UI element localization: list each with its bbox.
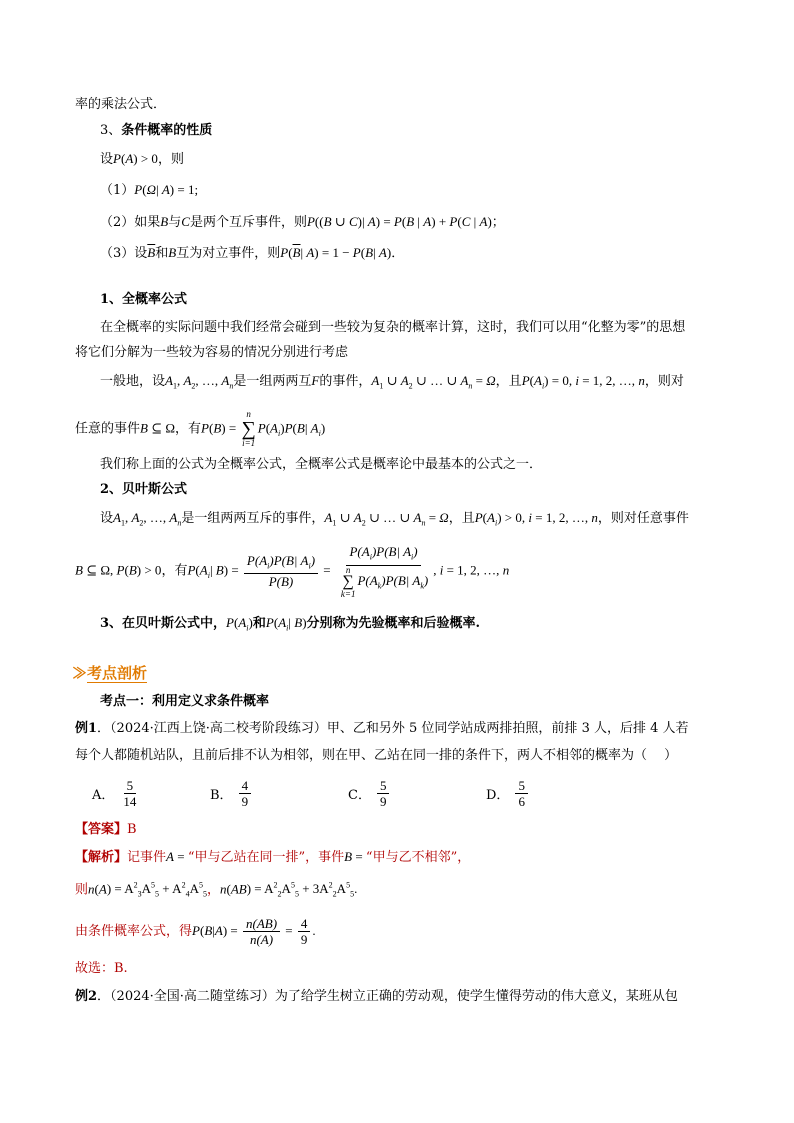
item-number: （3） — [100, 246, 135, 261]
option-c — [348, 778, 391, 809]
formula: P — [113, 151, 121, 166]
fraction: $P(A_i)P(B|$ $A_i$) n ∑ k=1 $P(A_k)P(B|$ $A_k$) — [340, 544, 429, 599]
example-question — [75, 719, 689, 739]
text-line: 将它们分解为一些较为容易的情况分别进行考虑 — [75, 345, 349, 360]
text-fragment: ， — [206, 882, 220, 898]
formula: P — [134, 182, 143, 197]
text-fragment: ．（2024·江西上饶·高二校考阶段练习）甲、乙和另外 5 位同学站成两排拍照，前排 3 人，后排 4 人若 — [97, 721, 689, 736]
text-fragment: 的事件， — [319, 374, 372, 389]
example-question — [75, 987, 678, 1007]
answer-line — [75, 820, 137, 840]
option-letter: B． — [210, 788, 233, 803]
fraction: $\frac{n(AB)}{n(A)}$ — [243, 916, 280, 947]
option-b — [210, 778, 253, 809]
option-letter: A． — [92, 788, 115, 803]
text-line: 率的乘法公式． — [75, 97, 167, 112]
text-fragment: ，则 — [157, 152, 184, 167]
text-fragment: 是两个互斥事件，则 — [189, 215, 307, 230]
text-fragment: 和 — [155, 246, 169, 261]
fraction: $\frac{5}{14}$ — [123, 778, 137, 809]
text-fragment: ，且 — [448, 511, 475, 526]
text-line: 设P(A) > 0，则 — [100, 151, 184, 167]
text-fragment: ，且 — [495, 374, 522, 389]
option-letter: C． — [348, 788, 371, 803]
fraction: $\frac{P(A_i)P(B| A_i)}{P(B)}$ — [244, 553, 318, 590]
formula-line: 任意的事件B ⊆ Ω，有P(B) = n ∑ i=1 $P(A_i)P(B|$ $A_i$) — [75, 409, 326, 448]
analysis-line: 【解析】记事件A = “甲与乙站在同一排”，事件B = “甲与乙不相邻”， — [75, 849, 471, 865]
text-fragment: 记事件 — [127, 850, 167, 865]
text-line: 3、在贝叶斯公式中，$P(A_i)$和$P(A_i|$ B)分别称为先验概率和后验概率. — [100, 615, 481, 633]
item-number: （1） — [100, 183, 135, 198]
property-item: （1）P(Ω| A) = 1; — [100, 182, 199, 198]
heading-title: 条件概率的性质 — [121, 123, 213, 138]
text-fragment: 与 — [168, 215, 182, 230]
text-fragment: 任意的事件 — [75, 421, 141, 437]
formula: P — [280, 245, 289, 260]
text-fragment: “甲与乙不相邻”， — [365, 850, 471, 865]
analysis-line: 由条件概率公式，得P(B|A) = $\frac{n(AB)}{n(A)}$ = $\frac{4}{9}$ . — [75, 916, 316, 947]
section-title: 考点剖析 — [87, 664, 148, 682]
option-a — [92, 778, 141, 809]
text-fragment: 设 — [134, 246, 148, 261]
fraction: $\frac{5}{9}$ — [377, 778, 390, 809]
fraction: $\frac{4}{9}$ — [298, 916, 311, 947]
text-fragment: 互为对立事件，则 — [176, 246, 281, 261]
example-label: 例2 — [75, 989, 98, 1004]
text-fragment: 一般地，设 — [100, 374, 166, 389]
text-fragment: 3、在贝叶斯公式中， — [100, 616, 227, 631]
property-item: （3）设$\overline{B}$和B互为对立事件，则$P(\overline{B}|$ A) = 1 − P(B| A)． — [100, 245, 405, 261]
text-line: 我们称上面的公式为全概率公式，全概率公式是概率论中最基本的公式之一． — [100, 457, 543, 472]
formula-line: B ⊆ Ω, P(B) > 0，有$P(A_i|$ B) = $\frac{P(A_i)P(B| A_i)}{P(B)}$ = $P(A_i)P(B|$ $A_i$) n ∑ k=1 $P(A_k)P(B|$ $A_k$) , i = 1, 2, …, n — [75, 544, 510, 599]
text-fragment: 则 — [75, 882, 89, 898]
fraction: $\frac{4}{9}$ — [239, 778, 252, 809]
section-title-total-probability: 1、全概率公式 — [100, 292, 188, 307]
text-fragment: 分别称为先验概率和后验概率. — [306, 616, 481, 631]
answer-value: B — [127, 822, 137, 837]
text-line: 设$A_1$, $A_2$, …, $A_n$是一组两两互斥的事件，$A_1$ ∪ $A_2$ ∪ … ∪ $A_n = \Omega$，且$P(A_i) > 0$, i = 1, 2, …, n，则对任意事件 — [100, 510, 689, 528]
text-fragment: 由条件概率公式，得 — [75, 924, 193, 939]
analysis-line: 故选：B. — [75, 961, 128, 976]
text-line: 在全概率的实际问题中我们经常会碰到一些较为复杂的概率计算，这时，我们可以用“化整为零”的思想 — [100, 320, 686, 335]
text-fragment: 设 — [100, 152, 114, 167]
text-fragment: ，有 — [175, 421, 202, 437]
fraction: $\frac{5}{6}$ — [515, 778, 528, 809]
example-label: 例1 — [75, 721, 98, 736]
item-number: （2） — [100, 215, 135, 230]
text-fragment: 设 — [100, 511, 114, 526]
analysis-tag: 【解析】 — [75, 850, 128, 865]
answer-tag: 【答案】 — [75, 822, 128, 837]
text-line: 每个人都随机站队，且前后排不认为相邻，则在甲、乙站在同一排的条件下，两人不相邻的概率为（ ） — [75, 748, 678, 763]
text-fragment: ，则对任意事件 — [597, 511, 689, 526]
text-fragment: ．（2024·全国·高二随堂练习）为了给学生树立正确的劳动观，使学生懂得劳动的伟大意义，某班从包 — [97, 989, 678, 1004]
property-heading: 3、条件概率的性质 — [100, 123, 213, 138]
property-item: （2）如果B与C是两个互斥事件，则P((B ∪ C)| A) = P(B | A) + P(C | A)； — [100, 214, 505, 230]
text-fragment: 是一组两两互斥的事件， — [181, 511, 325, 526]
text-fragment: ，有 — [161, 563, 188, 579]
analysis-line: 则$n(A) = A^2_3A^5_5 + A^2_4A^5_5$，$n(AB) = A^2_2A^5_5 + 3A^2_2A^5_5$. — [75, 881, 358, 899]
text-fragment: 和 — [252, 616, 266, 631]
section-title-bayes: 2、贝叶斯公式 — [100, 482, 188, 497]
topic-title: 考点一：利用定义求条件概率 — [100, 694, 270, 709]
text-fragment: 如果 — [134, 215, 161, 230]
option-d — [486, 778, 530, 809]
formula: P — [306, 214, 315, 229]
double-chevron-icon: ≫ — [72, 664, 88, 682]
text-fragment: ，则对 — [644, 374, 684, 389]
heading-number: 3 — [100, 123, 109, 138]
option-letter: D． — [486, 788, 510, 803]
text-fragment: 是一组两两互 — [233, 374, 312, 389]
text-line: 一般地，设$A_1$, $A_2$, …, $A_n$是一组两两互F的事件，$A_1$ ∪ $A_2$ ∪ … ∪ $A_n = \Omega$，且$P(A_i) = 0$, i = 1, 2, …, n，则对 — [100, 373, 684, 391]
text-fragment: “甲与乙站在同一排”，事件 — [187, 850, 345, 865]
sum-symbol: n ∑ i=1 — [241, 409, 256, 448]
section-header — [72, 662, 147, 683]
